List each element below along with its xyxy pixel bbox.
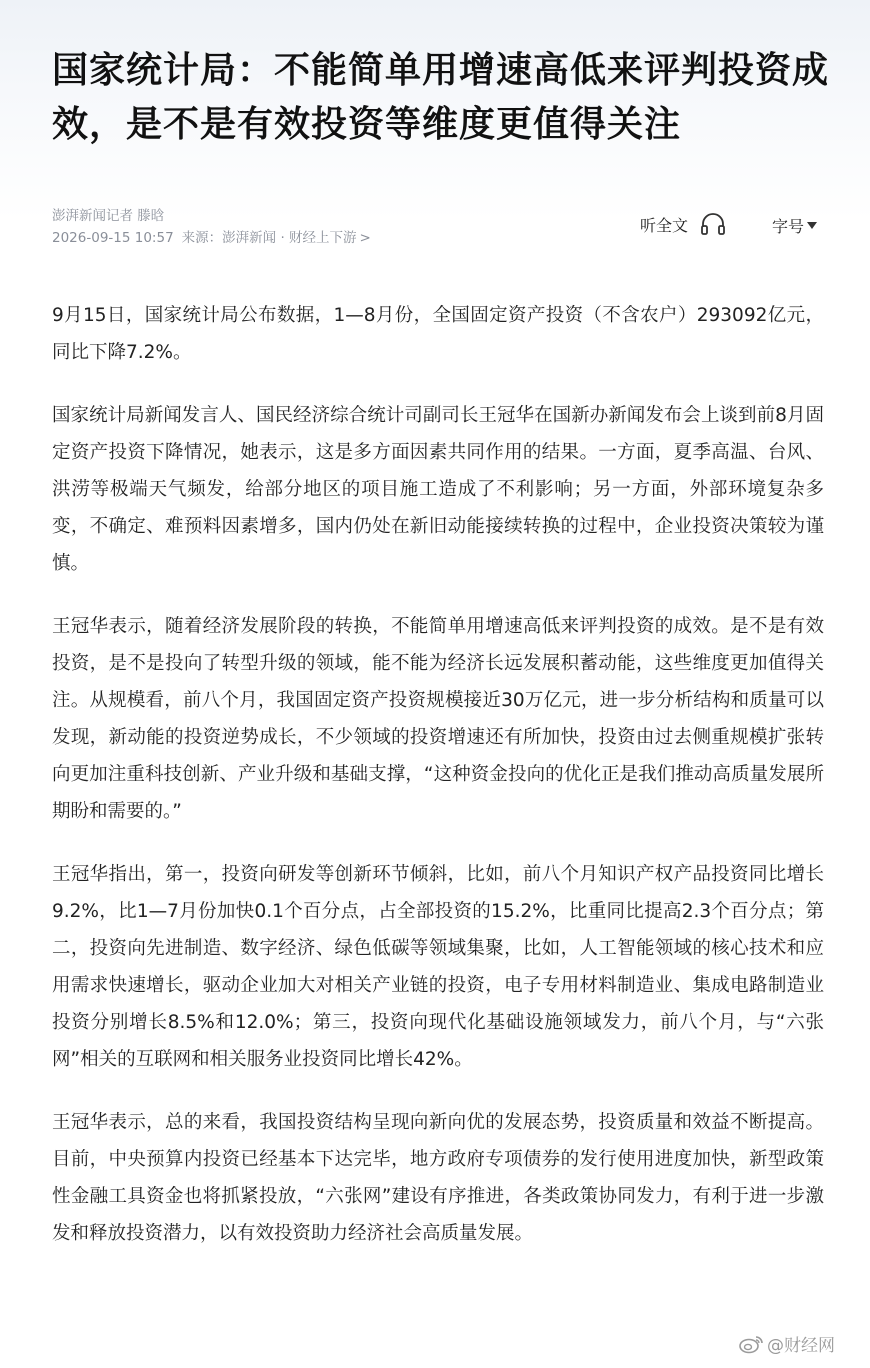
article-paragraph: 9月15日，国家统计局公布数据，1—8月份，全国固定资产投资（不含农户）293092亿元，同比下降7.2%。 <box>52 305 824 363</box>
font-size-button[interactable] <box>772 214 817 237</box>
headphones-icon <box>700 212 726 236</box>
listen-label: 听全文 <box>640 215 689 235</box>
author-byline: 澎湃新闻记者 滕晗 <box>52 208 165 224</box>
article-paragraph: 王冠华指出，第一，投资向研发等创新环节倾斜，比如，前八个月知识产权产品投资同比增长9.2%，比1—7月份加快0.1个百分点，占全部投资的15.2%，比重同比提高2.3个百分点；第二，投资向先进制造、数字经济、绿色低碳等领域集聚，比如，人工智能领域的核心技术和应用需求快速增长，驱动企业加大对相关产业链的投资，电子专用材料制造业、集成电路制造业投资分别增长8.5%和12.0%；第三，投资向现代化基础设施领域发力，前八个月，与“六张网”相关的互联网和相关服务业投资同比增长42%。 <box>52 864 824 1070</box>
publish-date: 2026-09-15 10:57 <box>52 230 174 246</box>
article-meta <box>52 207 371 247</box>
watermark-text: @财经网 <box>767 1336 835 1356</box>
date-source-line <box>52 229 371 247</box>
source-link[interactable]: 澎湃新闻 · 财经上下游 <box>222 230 357 246</box>
article-paragraph: 王冠华表示，总的来看，我国投资结构呈现向新向优的发展态势，投资质量和效益不断提高。目前，中央预算内投资已经基本下达完毕，地方政府专项债券的发行使用进度加快，新型政策性金融工具资金也将抓紧投放，“六张网”建设有序推进，各类政策协同发力，有利于进一步激发和释放投资潜力，以有效投资助力经济社会高质量发展。 <box>52 1112 824 1244</box>
weibo-logo-icon <box>738 1334 764 1354</box>
article-body <box>52 297 824 1278</box>
article-title: 国家统计局：不能简单用增速高低来评判投资成效，是不是有效投资等维度更值得关注 <box>52 50 830 145</box>
source-chevron[interactable]: > <box>359 230 371 246</box>
article-paragraph: 国家统计局新闻发言人、国民经济综合统计司副司长王冠华在国新办新闻发布会上谈到前8月固定资产投资下降情况，她表示，这是多方面因素共同作用的结果。一方面，夏季高温、台风、洪涝等极端天气频发，给部分地区的项目施工造成了不利影响；另一方面，外部环境复杂多变，不确定、难预料因素增多，国内仍处在新旧动能接续转换的过程中，企业投资决策较为谨慎。 <box>52 405 824 574</box>
listen-full-text-button[interactable] <box>640 212 726 236</box>
watermark <box>738 1331 835 1356</box>
source-label: 来源： <box>181 230 223 246</box>
font-size-label: 字号 <box>772 217 805 236</box>
caret-down-icon <box>807 222 817 229</box>
article-paragraph: 王冠华表示，随着经济发展阶段的转换，不能简单用增速高低来评判投资的成效。是不是有效投资，是不是投向了转型升级的领域，能不能为经济长远发展积蓄动能，这些维度更加值得关注。从规模看，前八个月，我国固定资产投资规模接近30万亿元，进一步分析结构和质量可以发现，新动能的投资逆势成长，不少领域的投资增速还有所加快，投资由过去侧重规模扩张转向更加注重科技创新、产业升级和基础支撑，“这种资金投向的优化正是我们推动高质量发展所期盼和需要的。” <box>52 616 824 822</box>
